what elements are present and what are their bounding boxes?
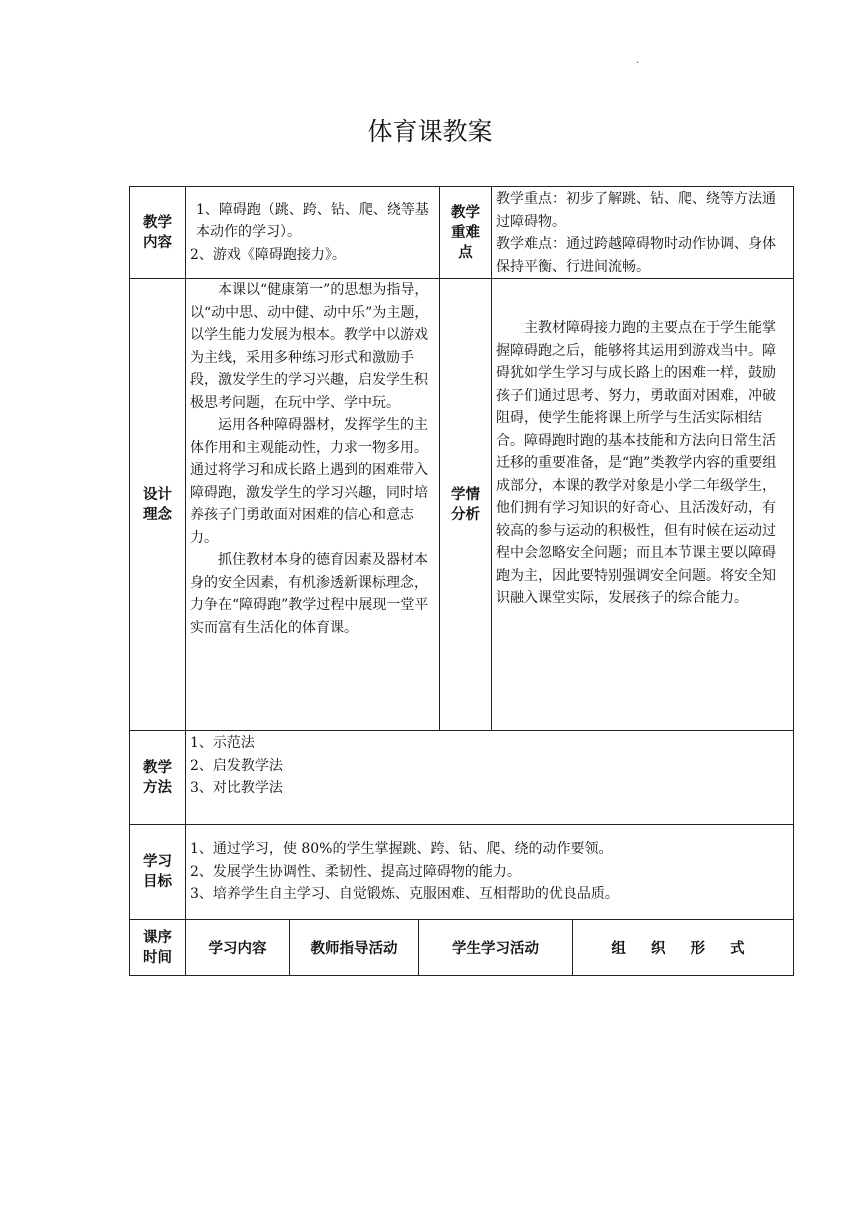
- key-point-focus: 教学重点：初步了解跳、钻、爬、绕等方法通过障碍物。: [496, 191, 776, 230]
- design-paragraph-3: 抓住教材本身的德育因素及器材本身的安全因素，有机渗透新课标理念，力争在“障碍跑”教学过程中展现一堂平实而富有生活化的体育课。: [190, 552, 429, 636]
- header-teacher-activity: 教师指导活动: [290, 920, 419, 976]
- page-mark: ·: [636, 58, 640, 69]
- content-line-1: 1、障碍跑（跳、跨、钻、爬、绕等基本动作的学习）。: [196, 201, 429, 241]
- goal-item: 1、通过学习，使 80%的学生掌握跳、跨、钻、爬、绕的动作要领。: [190, 841, 613, 858]
- design-cell: [186, 279, 440, 731]
- content-line-2: 2、游戏《障碍跑接力》。: [190, 246, 346, 263]
- key-points-cell: [492, 187, 794, 279]
- method-item: 1、示范法: [190, 735, 255, 751]
- method-item: 2、启发教学法: [190, 757, 283, 774]
- page-title: 体育课教案: [367, 117, 493, 146]
- header-time: 课序时间: [130, 920, 186, 976]
- key-points-label: 教学重难点: [440, 187, 492, 279]
- lesson-plan-table: [129, 186, 794, 920]
- header-content: 学习内容: [186, 920, 290, 976]
- header-organization: 组 织 形 式: [573, 920, 794, 976]
- content-cell: [186, 187, 440, 279]
- analysis-cell: [492, 279, 794, 731]
- methods-label: 教学方法: [130, 731, 186, 825]
- header-student-activity: 学生学习活动: [419, 920, 573, 976]
- analysis-paragraph: 主教材障碍接力跑的主要点在于学生能掌握障碍跑之后，能够将其运用到游戏当中。障碍犹如学生学习与成长路上的困难一样，鼓励孩子们通过思考、努力，勇敢面对困难，冲破阻碍，使学生能将课上所学与生活实际相结合。障碍跑时跑的基本技能和方法向日常生活迁移的重要准备，是“跑”类教学内容的重要组成部分，本课的教学对象是小学二年级学生，他们拥有学习知识的好奇心、且活泼好动，有较高的参与运动的积极性，但有时候在运动过程中会忽略安全问题；而且本节课主要以障碍跑为主，因此要特别强调安全问题。将安全知识融入课堂实际，发展孩子的综合能力。: [496, 320, 777, 606]
- content-row: [130, 187, 794, 279]
- methods-row: [130, 731, 794, 825]
- goal-item: 2、发展学生协调性、柔韧性、提高过障碍物的能力。: [190, 863, 521, 880]
- key-point-difficulty: 教学难点：通过跨越障碍物时动作协调、身体保持平衡、行进间流畅。: [496, 236, 776, 275]
- design-paragraph-1: 本课以“健康第一”的思想为指导，以“动中思、动中健、动中乐”为主题，以学生能力发展为根本。教学中以游戏为主线，采用多种练习形式和激励手段，激发学生的学习兴趣，启发学生积极思考问题，在玩中学、学中玩。: [190, 282, 429, 411]
- methods-cell: [186, 731, 794, 825]
- method-item: 3、对比教学法: [190, 780, 283, 796]
- content-label: 教学内容: [130, 187, 186, 279]
- goals-row: [130, 825, 794, 920]
- design-label: 设计理念: [130, 279, 186, 731]
- goals-label: 学习目标: [130, 825, 186, 920]
- analysis-label: 学情分析: [440, 279, 492, 731]
- schedule-header-table: [129, 919, 794, 976]
- goals-cell: [186, 825, 794, 920]
- design-row: [130, 279, 794, 731]
- schedule-header-row: [130, 920, 794, 976]
- design-paragraph-2: 运用各种障碍器材，发挥学生的主体作用和主观能动性，力求一物多用。通过将学习和成长路上遇到的困难带入障碍跑，激发学生的学习兴趣，同时培养孩子门勇敢面对困难的信心和意志力。: [190, 417, 428, 546]
- goal-item: 3、培养学生自主学习、自觉锻炼、克服困难、互相帮助的优良品质。: [190, 886, 619, 903]
